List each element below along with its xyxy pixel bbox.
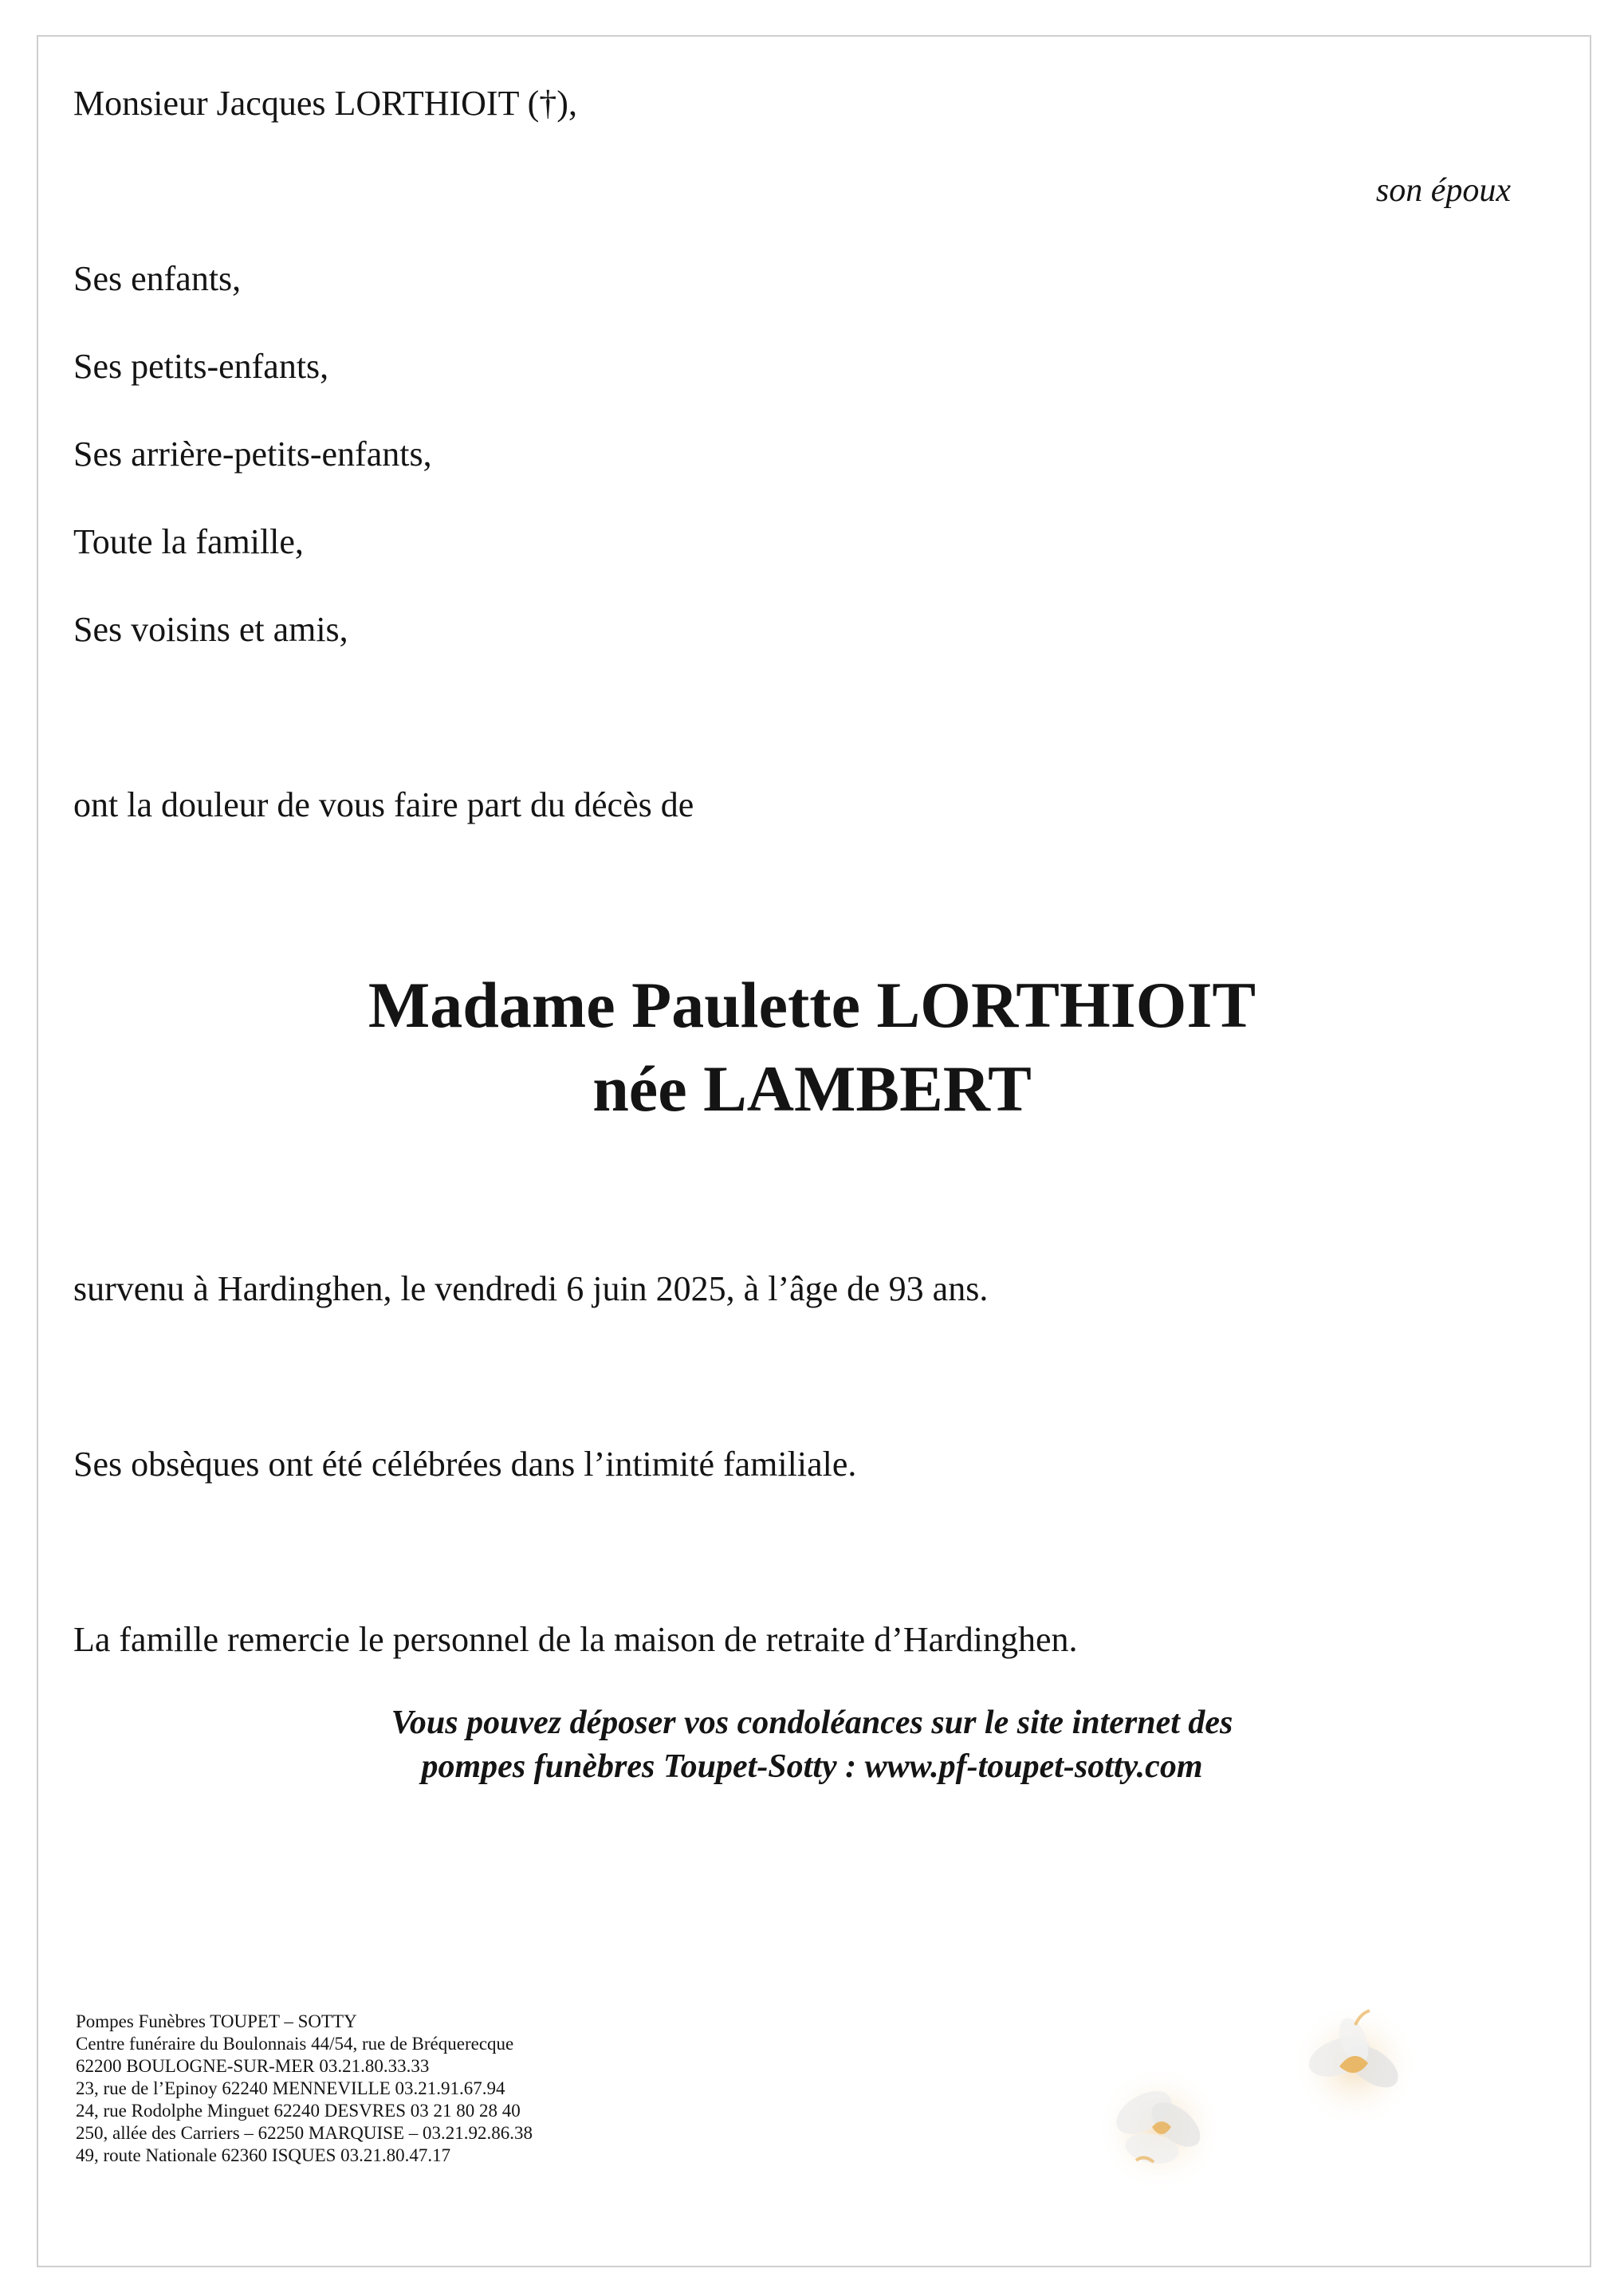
- family-line-neighbours-friends: Ses voisins et amis,: [73, 610, 348, 649]
- deceased-maiden-name: née LAMBERT: [592, 1052, 1032, 1125]
- footer-line: Centre funéraire du Boulonnais 44/54, rue de Bréquerecque: [76, 2034, 514, 2054]
- family-line-whole-family: Toute la famille,: [73, 522, 304, 561]
- announcement-text: ont la douleur de vous faire part du décès de: [73, 785, 694, 824]
- flower-icon: [1284, 1993, 1427, 2137]
- family-line-children: Ses enfants,: [73, 259, 242, 298]
- footer-line: 62200 BOULOGNE-SUR-MER 03.21.80.33.33: [76, 2056, 430, 2076]
- condolences-line-1: Vous pouvez déposer vos condoléances sur le site internet des: [391, 1704, 1233, 1741]
- death-details: survenu à Hardinghen, le vendredi 6 juin 2025, à l’âge de 93 ans.: [73, 1269, 989, 1308]
- husband-relation: son époux: [1375, 172, 1511, 209]
- funeral-details: Ses obsèques ont été célébrées dans l’intimité familiale.: [73, 1445, 857, 1484]
- family-line-great-grandchildren: Ses arrière-petits-enfants,: [73, 434, 432, 474]
- footer-line: Pompes Funèbres TOUPET – SOTTY: [76, 2011, 357, 2031]
- footer-line: 24, rue Rodolphe Minguet 62240 DESVRES 03 21 80 28 40: [76, 2101, 521, 2121]
- husband-line: Monsieur Jacques LORTHIOIT (†),: [73, 84, 577, 123]
- deceased-name: Madame Paulette LORTHIOIT: [368, 969, 1256, 1041]
- family-line-grandchildren: Ses petits-enfants,: [73, 347, 329, 386]
- footer-line: 23, rue de l’Epinoy 62240 MENNEVILLE 03.21.91.67.94: [76, 2078, 505, 2098]
- thanks-text: La famille remercie le personnel de la maison de retraite d’Hardinghen.: [73, 1620, 1078, 1659]
- footer-line: 250, allée des Carriers – 62250 MARQUISE – 03.21.92.86.38: [76, 2123, 533, 2143]
- funeral-home-contacts: [76, 2011, 533, 2167]
- condolences-line-2: pompes funèbres Toupet-Sotty : www.pf-toupet-sotty.com: [421, 1748, 1203, 1785]
- footer-line: 49, route Nationale 62360 ISQUES 03.21.80.47.17: [76, 2145, 451, 2165]
- flower-icon: [1088, 2057, 1232, 2200]
